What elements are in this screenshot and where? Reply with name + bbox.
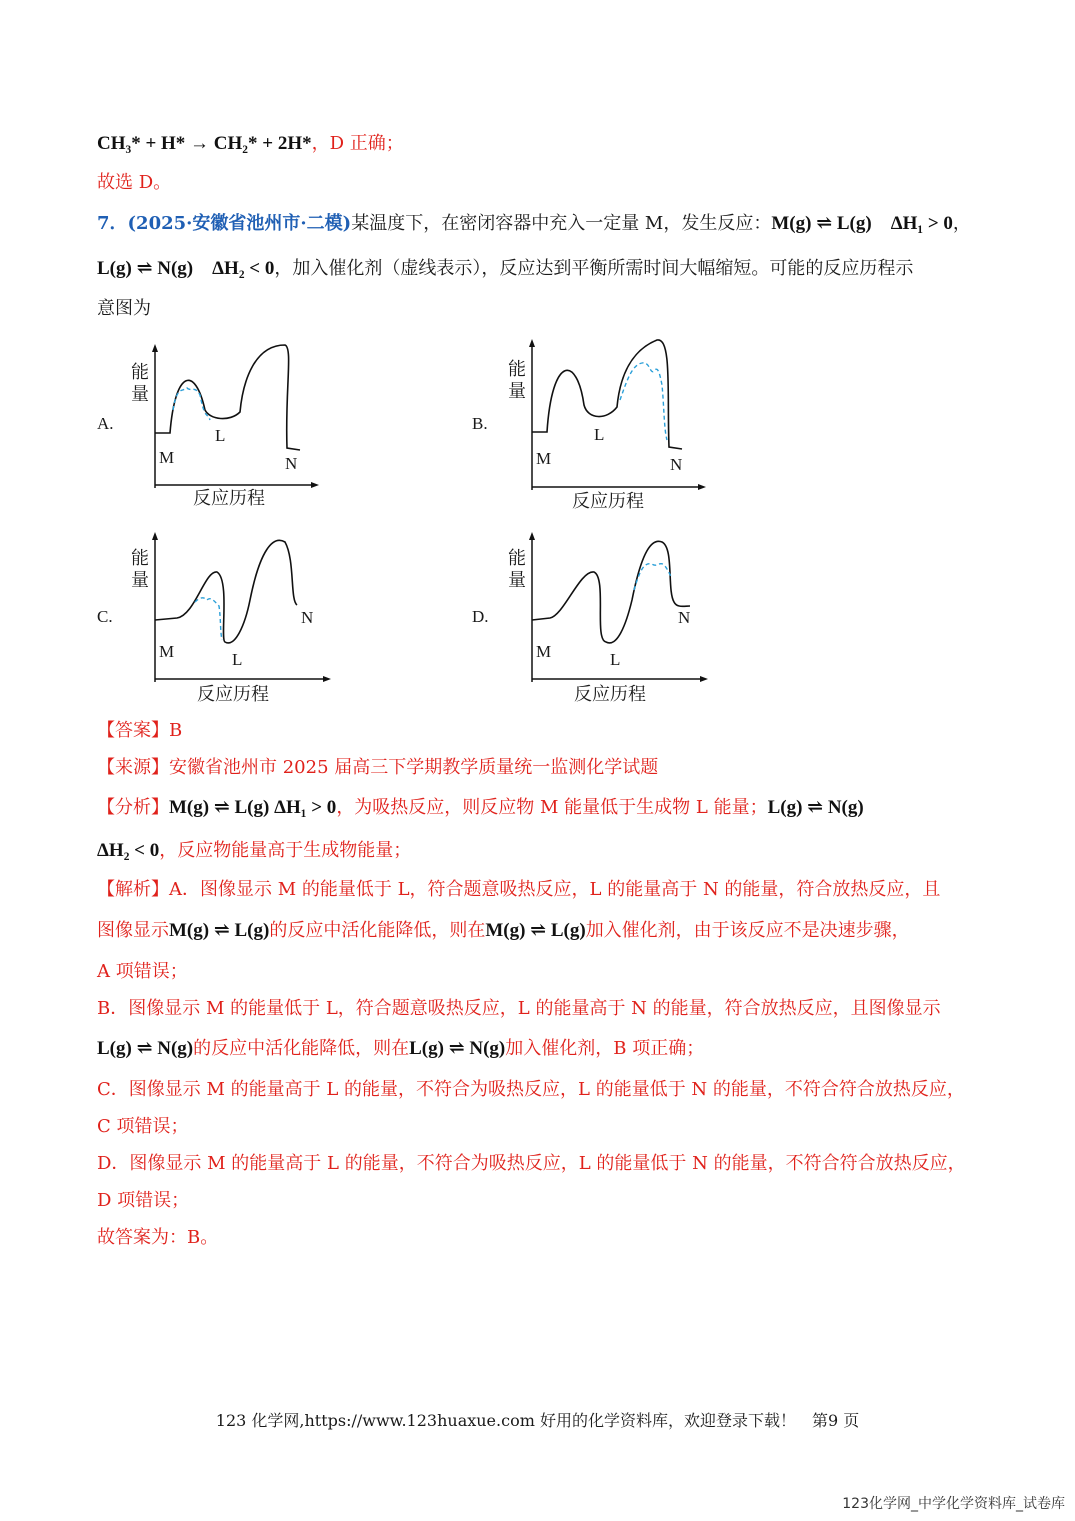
x-arrow — [698, 484, 706, 490]
y-label-2: 量 — [131, 570, 149, 591]
jiexi-d1: D．图像显示 M 的能量高于 L 的能量，不符合为吸热反应，L 的能量低于 N 的能量，不符合符合放热反应， — [97, 1153, 966, 1174]
final-answer: 故答案为：B。 — [97, 1227, 219, 1248]
analysis-t2: ，反应物能量高于生成物能量； — [159, 840, 412, 861]
option-b-label: B. — [472, 414, 488, 433]
prev-conclusion: 故选 D。 — [97, 172, 172, 193]
q7-stem2: ，加入催化剂（虚线表示），反应达到平衡所需时间大幅缩短。可能的反应历程示 — [274, 258, 914, 279]
watermark: 123化学网_中学化学资料库_试卷库 — [842, 1496, 1065, 1512]
prev-tail: ，D 正确； — [311, 133, 404, 154]
q7-eq1: M(g) ⇌ L(g) ΔH₁ > 0 — [771, 213, 953, 234]
point-m: M — [536, 449, 552, 468]
b2-eq: L(g) ⇌ N(g) — [97, 1038, 194, 1059]
x-arrow — [311, 482, 319, 488]
y-arrow — [529, 532, 535, 540]
jiexi-label: 【解析】 — [97, 879, 169, 900]
prev-equation-line — [97, 132, 995, 156]
analysis-eq2: L(g) ⇌ N(g) — [767, 797, 864, 818]
analysis-line2 — [97, 839, 995, 863]
y-arrow — [529, 339, 535, 347]
catalyst-dashed-curve — [173, 388, 210, 420]
prev-equation: CH₃* + H* → CH₂* + 2H* — [97, 133, 312, 154]
y-label-2: 量 — [508, 570, 526, 591]
y-label-2: 量 — [131, 384, 149, 405]
option-a-label: A. — [97, 414, 114, 433]
answer-value: B — [169, 720, 183, 741]
answer-label: 【答案】 — [97, 720, 169, 741]
point-n: N — [301, 608, 314, 627]
catalyst-dashed-curve — [620, 363, 667, 440]
point-l: L — [610, 650, 621, 669]
a2-post: 加入催化剂，由于该反应不是决速步骤， — [585, 920, 910, 941]
solid-curve — [155, 540, 297, 643]
q7-stem-line1 — [97, 212, 995, 236]
jiexi-a1: A．图像显示 M 的能量低于 L，符合题意吸热反应，L 的能量高于 N 的能量，符合放热反应，且 — [169, 879, 941, 900]
jiexi-line2 — [97, 919, 995, 943]
y-arrow — [152, 344, 158, 352]
y-arrow — [152, 532, 158, 540]
graph-d — [502, 530, 717, 710]
jiexi-line1 — [97, 878, 995, 902]
source-label: 【来源】 — [97, 757, 169, 778]
x-arrow — [323, 676, 331, 682]
point-l: L — [594, 425, 605, 444]
b2-mid: 的反应中活化能降低，则在 — [193, 1038, 410, 1059]
solid-curve — [532, 340, 682, 449]
q7-stem-line2 — [97, 257, 995, 281]
jiexi-b2-line — [97, 1037, 995, 1061]
source-value: 安徽省池州市 2025 届高三下学期教学质量统一监测化学试题 — [169, 757, 659, 778]
a2-eq2: M(g) ⇌ L(g) — [485, 920, 586, 941]
b2-post: 加入催化剂，B 项正确； — [505, 1038, 705, 1059]
point-n: N — [678, 608, 691, 627]
point-l: L — [232, 650, 243, 669]
point-m: M — [159, 642, 175, 661]
q7-source-tag: (2025·安徽省池州市·二模) — [127, 213, 352, 234]
jiexi-c1: C．图像显示 M 的能量高于 L 的能量，不符合为吸热反应，L 的能量低于 N 的能量，不符合符合放热反应， — [97, 1079, 965, 1100]
q7-eq1-tail: ， — [952, 213, 971, 234]
q7-number: 7． — [97, 213, 128, 234]
analysis-label: 【分析】 — [97, 797, 169, 818]
analysis-t1: ，为吸热反应，则反应物 M 能量低于生成物 L 能量； — [336, 797, 768, 818]
x-label: 反应历程 — [193, 488, 265, 509]
point-m: M — [536, 642, 552, 661]
jiexi-a3: A 项错误； — [97, 961, 188, 982]
graph-a — [125, 340, 335, 510]
catalyst-dashed-curve — [195, 598, 222, 640]
q7-stem1: 某温度下，在密闭容器中充入一定量 M，发生反应： — [351, 213, 772, 234]
jiexi-c2: C 项错误； — [97, 1116, 189, 1137]
graph-b — [502, 335, 712, 515]
y-label-1: 能 — [131, 362, 149, 383]
analysis-eq3: ΔH₂ < 0 — [97, 840, 160, 861]
x-label: 反应历程 — [197, 684, 269, 705]
page-footer: 123 化学网,https://www.123huaxue.com 好用的化学资料库，欢迎登录下载！ 第9 页 — [215, 1411, 860, 1430]
option-d-label: D. — [472, 607, 489, 626]
y-label-2: 量 — [508, 381, 526, 402]
point-n: N — [285, 454, 298, 473]
source-line — [97, 756, 995, 780]
point-m: M — [159, 448, 175, 467]
q7-eq2: L(g) ⇌ N(g) ΔH₂ < 0 — [97, 258, 275, 279]
answer-line — [97, 719, 995, 743]
q7-stem3: 意图为 — [97, 298, 151, 319]
y-label-1: 能 — [131, 548, 149, 569]
y-label-1: 能 — [508, 548, 526, 569]
x-label: 反应历程 — [572, 491, 644, 512]
solid-curve — [532, 541, 690, 643]
jiexi-b1: B．图像显示 M 的能量低于 L，符合题意吸热反应，L 的能量高于 N 的能量，符合放热反应，且图像显示 — [97, 998, 941, 1019]
a2-pre: 图像显示 — [97, 920, 169, 941]
a2-eq: M(g) ⇌ L(g) — [169, 920, 270, 941]
analysis-line1 — [97, 796, 995, 820]
y-label-1: 能 — [508, 359, 526, 380]
a2-mid: 的反应中活化能降低，则在 — [269, 920, 486, 941]
point-l: L — [215, 426, 226, 445]
graph-c — [125, 530, 340, 710]
analysis-eq1: M(g) ⇌ L(g) ΔH₁ > 0 — [169, 797, 337, 818]
point-n: N — [670, 455, 683, 474]
x-label: 反应历程 — [574, 684, 646, 705]
b2-eq2: L(g) ⇌ N(g) — [409, 1038, 506, 1059]
solid-curve — [155, 345, 300, 450]
option-c-label: C. — [97, 607, 113, 626]
x-arrow — [700, 676, 708, 682]
jiexi-d2: D 项错误； — [97, 1190, 190, 1211]
